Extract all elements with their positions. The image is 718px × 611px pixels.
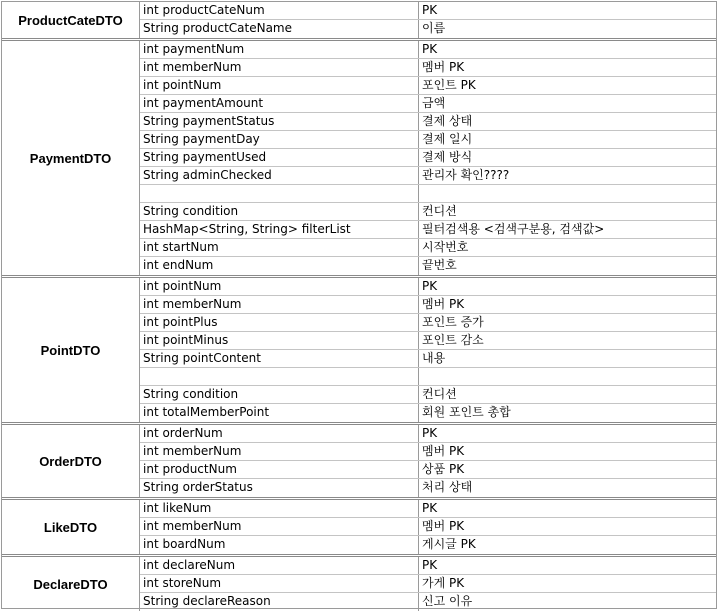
field-declaration-cell: HashMap<String, String> filterList: [140, 221, 419, 238]
field-declaration-cell: String orderStatus: [140, 479, 419, 497]
field-description-cell: 멤버 PK: [422, 60, 465, 74]
table-row: [140, 404, 716, 422]
table-row: [140, 461, 716, 479]
field-declaration-cell: int pointMinus: [140, 332, 419, 349]
table-row: [140, 593, 716, 611]
field-description-cell: 결제 일시: [422, 132, 473, 146]
table-row: [140, 368, 716, 386]
dto-field-rows: [140, 425, 716, 497]
field-declaration-cell: int pointNum: [140, 278, 419, 295]
table-row: [140, 203, 716, 221]
field-description-cell: [419, 185, 716, 202]
dto-section: [2, 425, 716, 500]
table-row: [140, 131, 716, 149]
field-declaration-cell: int paymentAmount: [140, 95, 419, 112]
field-description-cell: 결제 상태: [422, 114, 473, 128]
field-description-cell: 가게 PK: [422, 576, 465, 590]
dto-section: [2, 2, 716, 41]
field-declaration-cell: String condition: [140, 386, 419, 403]
field-description-cell: 포인트 증가: [422, 315, 484, 329]
table-row: [140, 425, 716, 443]
dto-section: [2, 500, 716, 557]
dto-name-cell: PointDTO: [2, 278, 140, 422]
field-description-cell: 포인트 감소: [422, 333, 484, 347]
field-description-cell: PK: [422, 3, 438, 17]
table-row: [140, 149, 716, 167]
table-row: [140, 500, 716, 518]
field-declaration-cell: int pointNum: [140, 77, 419, 94]
field-declaration-cell: [140, 185, 419, 202]
field-declaration-cell: int startNum: [140, 239, 419, 256]
dto-section: [2, 557, 716, 611]
dto-section: [2, 278, 716, 425]
field-declaration-cell: int declareNum: [140, 557, 419, 574]
field-description-cell: [419, 368, 716, 385]
field-declaration-cell: int likeNum: [140, 500, 419, 517]
field-description-cell: 내용: [422, 351, 446, 365]
field-declaration-cell: int totalMemberPoint: [140, 404, 419, 422]
table-row: [140, 575, 716, 593]
table-row: [140, 479, 716, 497]
field-description-cell: 회원 포인트 총합: [422, 405, 511, 419]
table-row: [140, 221, 716, 239]
field-description-cell: 결제 방식: [422, 150, 473, 164]
field-declaration-cell: String declareReason: [140, 593, 419, 611]
field-description-cell: 멤버 PK: [422, 444, 465, 458]
table-row: [140, 518, 716, 536]
field-declaration-cell: String paymentStatus: [140, 113, 419, 130]
field-declaration-cell: int memberNum: [140, 296, 419, 313]
field-description-cell: PK: [422, 42, 438, 56]
field-description-cell: 시작번호: [422, 240, 469, 254]
field-description-cell: 멤버 PK: [422, 519, 465, 533]
dto-name-cell: ProductCateDTO: [2, 2, 140, 38]
field-description-cell: 필터검색용 <검색구분용, 검색값>: [422, 222, 605, 236]
dto-field-rows: [140, 557, 716, 611]
table-row: [140, 443, 716, 461]
field-declaration-cell: String condition: [140, 203, 419, 220]
table-row: [140, 185, 716, 203]
dto-field-rows: [140, 278, 716, 422]
table-row: [140, 59, 716, 77]
field-description-cell: 이름: [422, 21, 446, 35]
field-description-cell: 컨디션: [422, 204, 457, 218]
table-row: [140, 239, 716, 257]
table-row: [140, 20, 716, 38]
table-row: [140, 278, 716, 296]
field-description-cell: 컨디션: [422, 387, 457, 401]
table-row: [140, 386, 716, 404]
dto-table: [1, 1, 717, 609]
table-row: [140, 257, 716, 275]
table-row: [140, 77, 716, 95]
dto-field-rows: [140, 2, 716, 38]
field-description-cell: 처리 상태: [422, 480, 473, 494]
field-declaration-cell: int pointPlus: [140, 314, 419, 331]
field-declaration-cell: int memberNum: [140, 59, 419, 76]
table-row: [140, 557, 716, 575]
field-description-cell: 상품 PK: [422, 462, 465, 476]
table-row: [140, 95, 716, 113]
table-row: [140, 41, 716, 59]
field-declaration-cell: int orderNum: [140, 425, 419, 442]
field-description-cell: 게시글 PK: [422, 537, 476, 551]
table-row: [140, 296, 716, 314]
field-declaration-cell: String paymentDay: [140, 131, 419, 148]
field-declaration-cell: [140, 368, 419, 385]
field-description-cell: PK: [422, 426, 438, 440]
dto-section: [2, 41, 716, 278]
table-row: [140, 536, 716, 554]
field-declaration-cell: int storeNum: [140, 575, 419, 592]
field-description-cell: 포인트 PK: [422, 78, 476, 92]
field-declaration-cell: int paymentNum: [140, 41, 419, 58]
field-description-cell: 끝번호: [422, 258, 457, 272]
field-declaration-cell: int endNum: [140, 257, 419, 275]
field-declaration-cell: int productCateNum: [140, 2, 419, 19]
dto-name-cell: LikeDTO: [2, 500, 140, 554]
field-declaration-cell: int productNum: [140, 461, 419, 478]
field-declaration-cell: String adminChecked: [140, 167, 419, 184]
table-row: [140, 167, 716, 185]
dto-field-rows: [140, 41, 716, 275]
table-row: [140, 113, 716, 131]
field-declaration-cell: int boardNum: [140, 536, 419, 554]
dto-field-rows: [140, 500, 716, 554]
field-description-cell: PK: [422, 558, 438, 572]
table-row: [140, 350, 716, 368]
field-description-cell: PK: [422, 501, 438, 515]
dto-name-cell: PaymentDTO: [2, 41, 140, 275]
field-description-cell: 멤버 PK: [422, 297, 465, 311]
table-row: [140, 314, 716, 332]
field-description-cell: PK: [422, 279, 438, 293]
dto-name-cell: OrderDTO: [2, 425, 140, 497]
field-description-cell: 신고 이유: [422, 594, 473, 608]
field-declaration-cell: int memberNum: [140, 518, 419, 535]
dto-name-cell: DeclareDTO: [2, 557, 140, 611]
field-description-cell: 관리자 확인????: [422, 168, 510, 182]
field-declaration-cell: int memberNum: [140, 443, 419, 460]
field-description-cell: 금액: [422, 96, 446, 110]
field-declaration-cell: String paymentUsed: [140, 149, 419, 166]
field-declaration-cell: String pointContent: [140, 350, 419, 367]
table-row: [140, 332, 716, 350]
table-row: [140, 2, 716, 20]
field-declaration-cell: String productCateName: [140, 20, 419, 38]
